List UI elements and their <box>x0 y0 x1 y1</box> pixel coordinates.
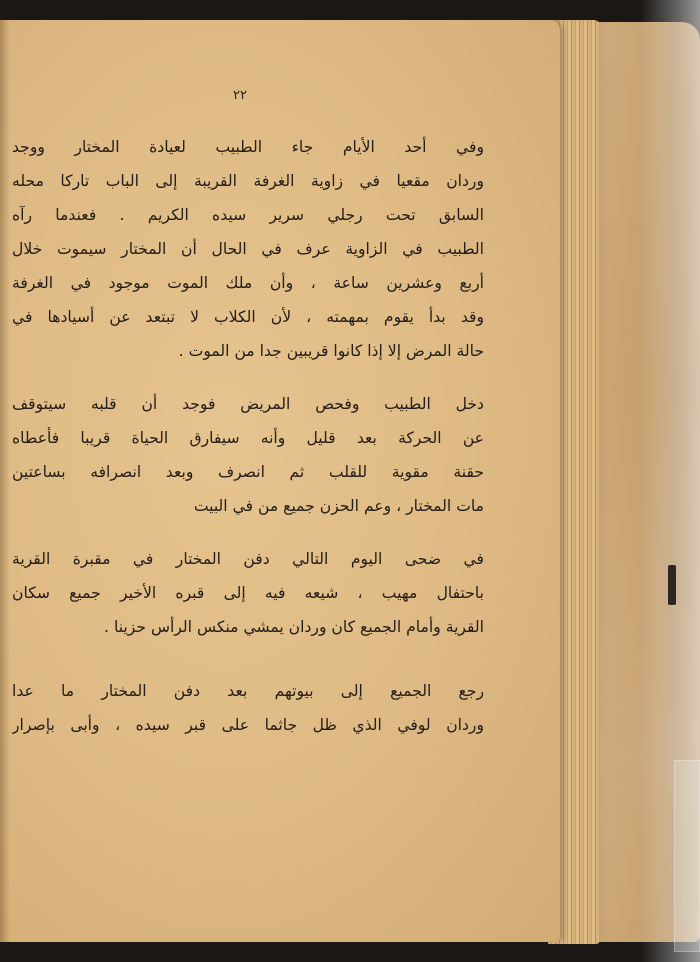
paragraph-break <box>12 523 484 542</box>
paragraph-break <box>12 644 484 674</box>
text-line: في ضحى اليوم التالي دفن المختار في مقبرة القرية <box>12 550 484 568</box>
text-line: حقنة مقوية للقلب ثم انصرف وبعد انصرافه بساعتين <box>12 463 484 481</box>
cover-notch <box>668 565 676 605</box>
text-line: وردان لوفي الذي ظل جاثما على قبر سيده ، وأبى بإصرار <box>12 716 484 734</box>
book-page <box>0 20 560 942</box>
sleeve-tape <box>674 760 700 952</box>
text-line: وفي أحد الأيام جاء الطبيب لعيادة المختار ووجد <box>12 138 484 156</box>
text-line: القرية وأمام الجميع كان وردان يمشي منكس الرأس حزينا . <box>104 618 484 636</box>
text-line: عن الحركة بعد قليل وأنه سيفارق الحياة قريبا فأعطاه <box>12 429 484 447</box>
paragraph-break <box>12 368 484 387</box>
text-line: حالة المرض إلا إذا كانوا قريبين جدا من الموت . <box>178 342 484 360</box>
text-line: دخل الطبيب وفحص المريض فوجد أن قلبه سيتوقف <box>12 395 484 413</box>
text-line: أربع وعشرين ساعة ، وأن ملك الموت موجود في الغرفة <box>12 274 484 292</box>
text-line: رجع الجميع إلى بيوتهم بعد دفن المختار ما عدا <box>12 682 484 700</box>
text-line: السابق تحت رجلي سرير سيده الكريم . فعندما رآه <box>12 206 484 224</box>
page-number: ٢٢ <box>233 88 247 103</box>
text-line: مات المختار ، وعم الحزن جميع من في البيت <box>193 497 484 515</box>
text-line: باحتفال مهيب ، شيعه فيه إلى قبره الأخير جميع سكان <box>12 584 484 602</box>
arabic-text-body <box>12 130 484 742</box>
text-line: وقد بدأ يقوم بمهمته ، لأن الكلاب لا تبتعد عن أسيادها في <box>12 308 484 326</box>
binding-shadow <box>0 20 10 942</box>
text-line: وردان مقعيا في زاوية الغرفة القريبة إلى الباب تاركا محله <box>12 172 484 190</box>
text-line: الطبيب في الزاوية عرف في الحال أن المختار سيموت خلال <box>12 240 484 258</box>
